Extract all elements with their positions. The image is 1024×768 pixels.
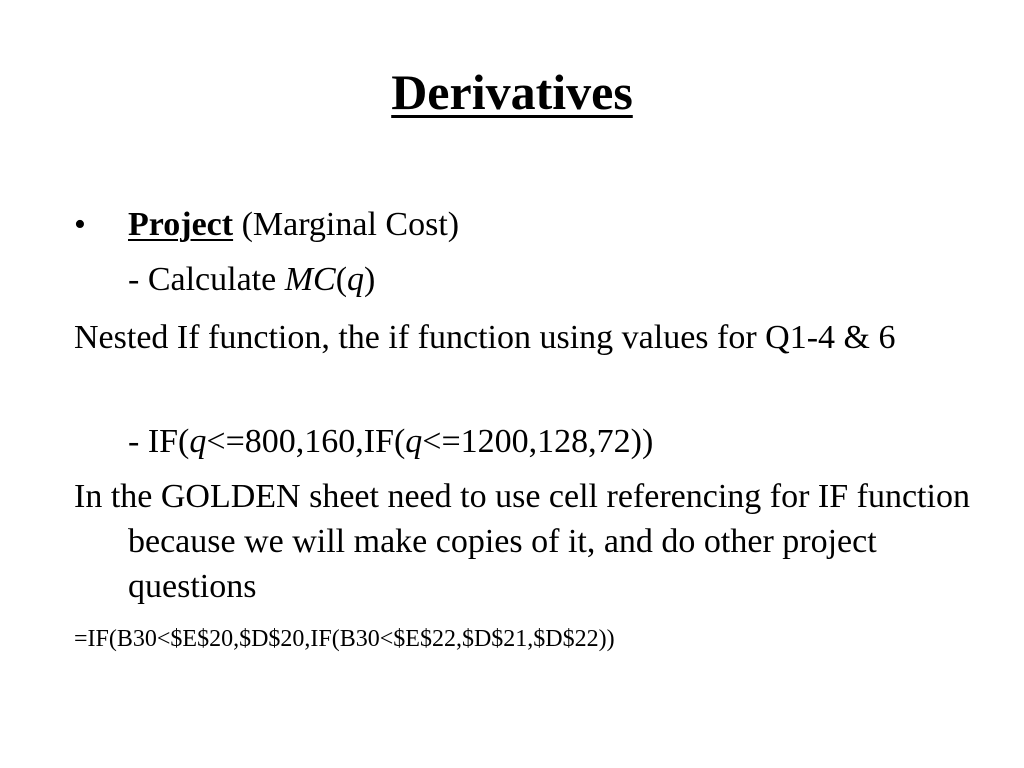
- bullet-text: [128, 202, 459, 247]
- sub1-prefix: - Calculate: [128, 261, 285, 298]
- sub1-paren-open: (: [335, 261, 348, 298]
- sub2-end: <=1200,128,72)): [422, 423, 654, 460]
- sub-calculate-mc: [128, 257, 375, 302]
- sub-if-formula: [128, 419, 653, 464]
- sub1-paren-close: ): [364, 261, 376, 298]
- excel-formula: =IF(B30<$E$20,$D$20,IF(B30<$E$22,$D$21,$D$22)): [74, 626, 615, 652]
- paragraph-nested-if: Nested If function, the if function using values for Q1-4 & 6: [74, 319, 896, 356]
- paragraph-golden-sheet: In the GOLDEN sheet need to use cell referencing for IF function because we will make copies of it, and do other project questions: [74, 478, 970, 605]
- sub2-q1: q: [189, 423, 207, 460]
- sub1-q: q: [347, 261, 365, 298]
- sub2-prefix: - IF(: [128, 423, 190, 460]
- slide-title: [0, 62, 1024, 122]
- slide-title-text: Derivatives: [391, 64, 633, 120]
- bullet-heading: Project: [128, 206, 234, 243]
- sub2-q2: q: [405, 423, 423, 460]
- sub1-mc: MC: [284, 261, 336, 298]
- sub2-mid: <=800,160,IF(: [206, 423, 406, 460]
- bullet-symbol: •: [74, 206, 86, 243]
- bullet-rest: (Marginal Cost): [233, 206, 460, 243]
